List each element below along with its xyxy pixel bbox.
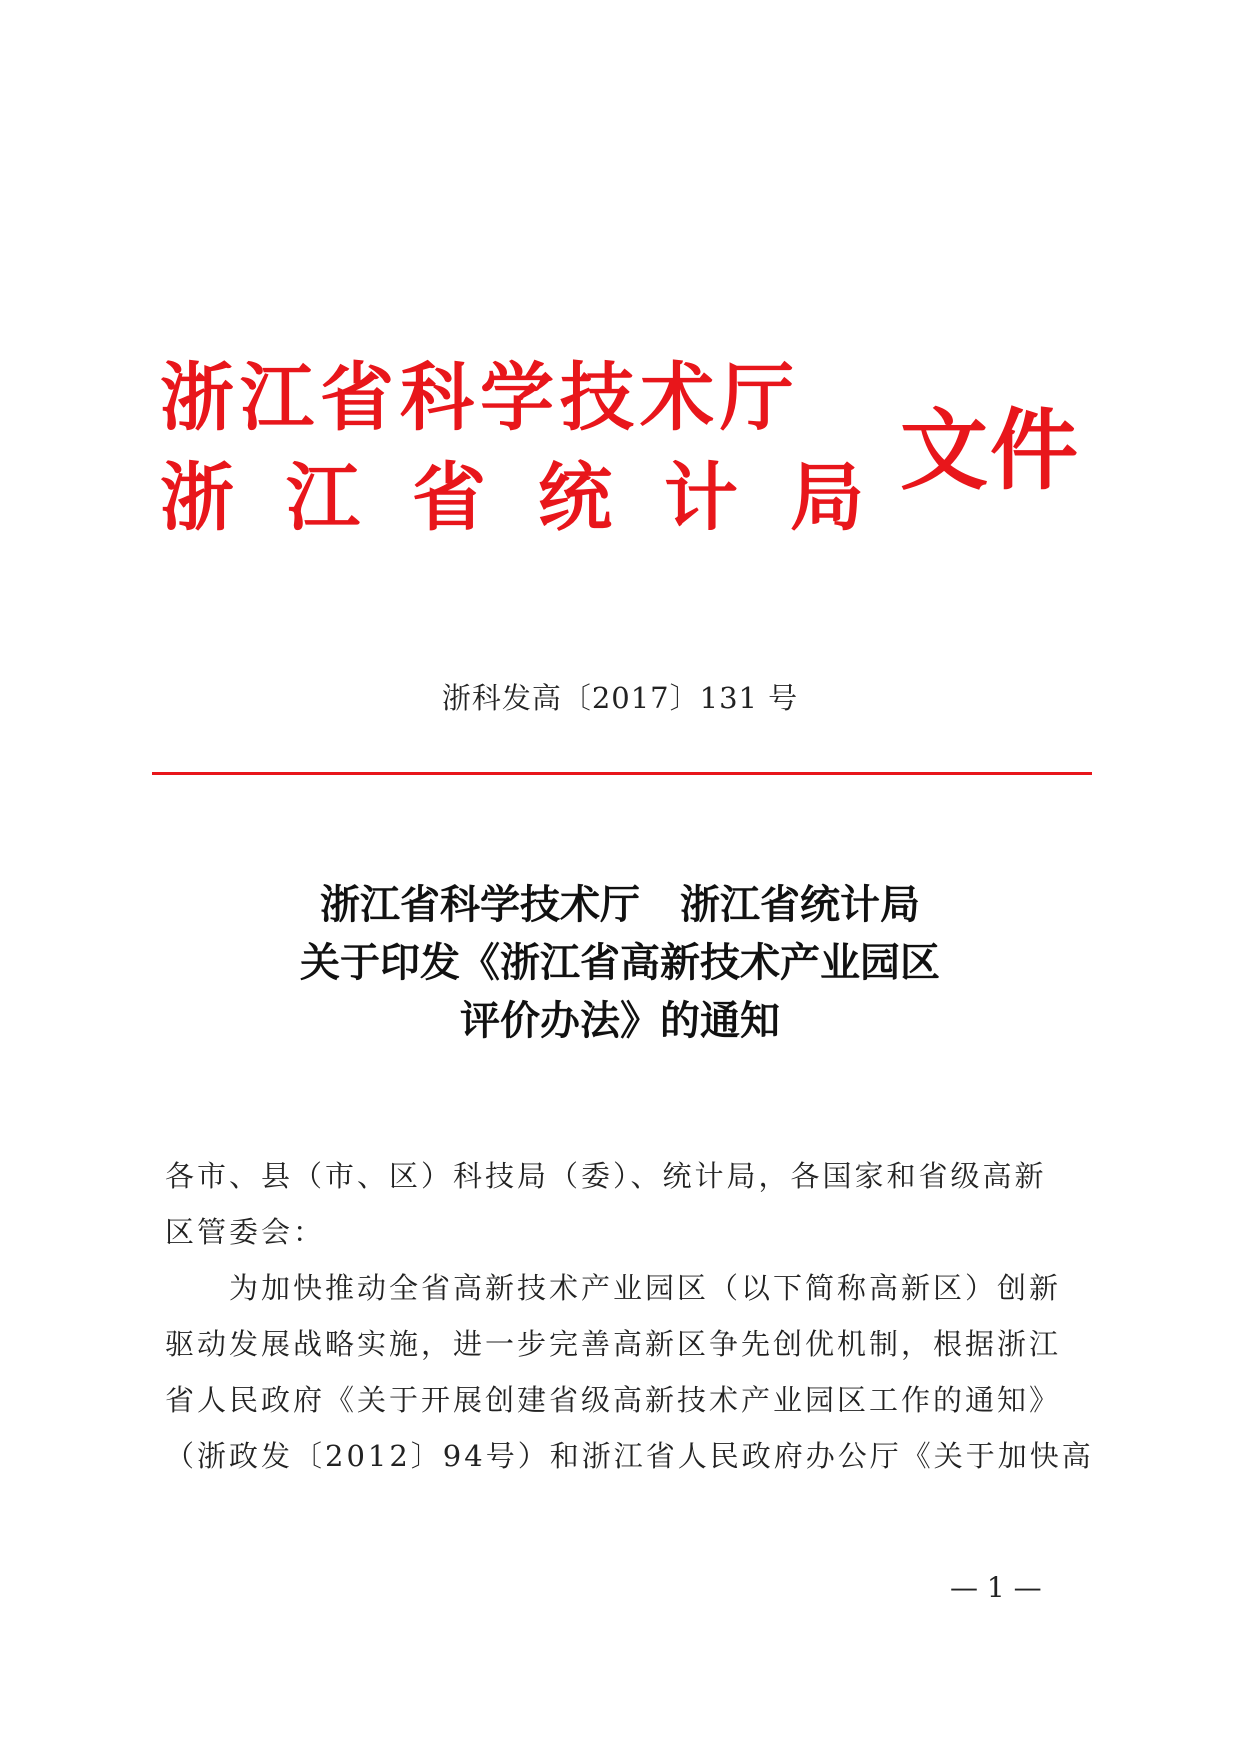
paragraph-line: 省人民政府《关于开展创建省级高新技术产业园区工作的通知》 [165,1383,1062,1417]
addressee-line-1: 各市、县（市、区）科技局（委）、统计局，各国家和省级高新 [165,1159,1047,1193]
title-line-2: 关于印发《浙江省高新技术产业园区 [300,939,940,986]
addressee [165,1148,1085,1260]
header-document-suffix: 文件 [900,398,1081,502]
document-number: 浙科发高〔2017〕131 号 [441,681,799,715]
red-separator-line [152,772,1092,775]
page-number: — 1 — [950,1571,1042,1604]
paragraph-line: 驱动发展战略实施，进一步完善高新区争先创优机制，根据浙江 [165,1327,1062,1361]
issuing-authority-header [160,355,1081,548]
addressee-line-2: 区管委会： [165,1215,326,1249]
header-authority-1: 浙江省科学技术厅 [160,355,800,441]
header-authority-2: 浙江省统计局 [160,455,916,541]
paragraph-1 [165,1260,1094,1484]
document-title [0,876,1240,1050]
title-line-1: 浙江省科学技术厅 浙江省统计局 [320,881,920,928]
paragraph-line: 为加快推动全省高新技术产业园区（以下简称高新区）创新 [229,1271,1062,1305]
document-body [165,1148,1094,1484]
paragraph-line: （浙政发〔2012〕94号）和浙江省人民政府办公厅《关于加快高 [165,1439,1094,1473]
title-line-3: 评价办法》的通知 [460,997,780,1044]
